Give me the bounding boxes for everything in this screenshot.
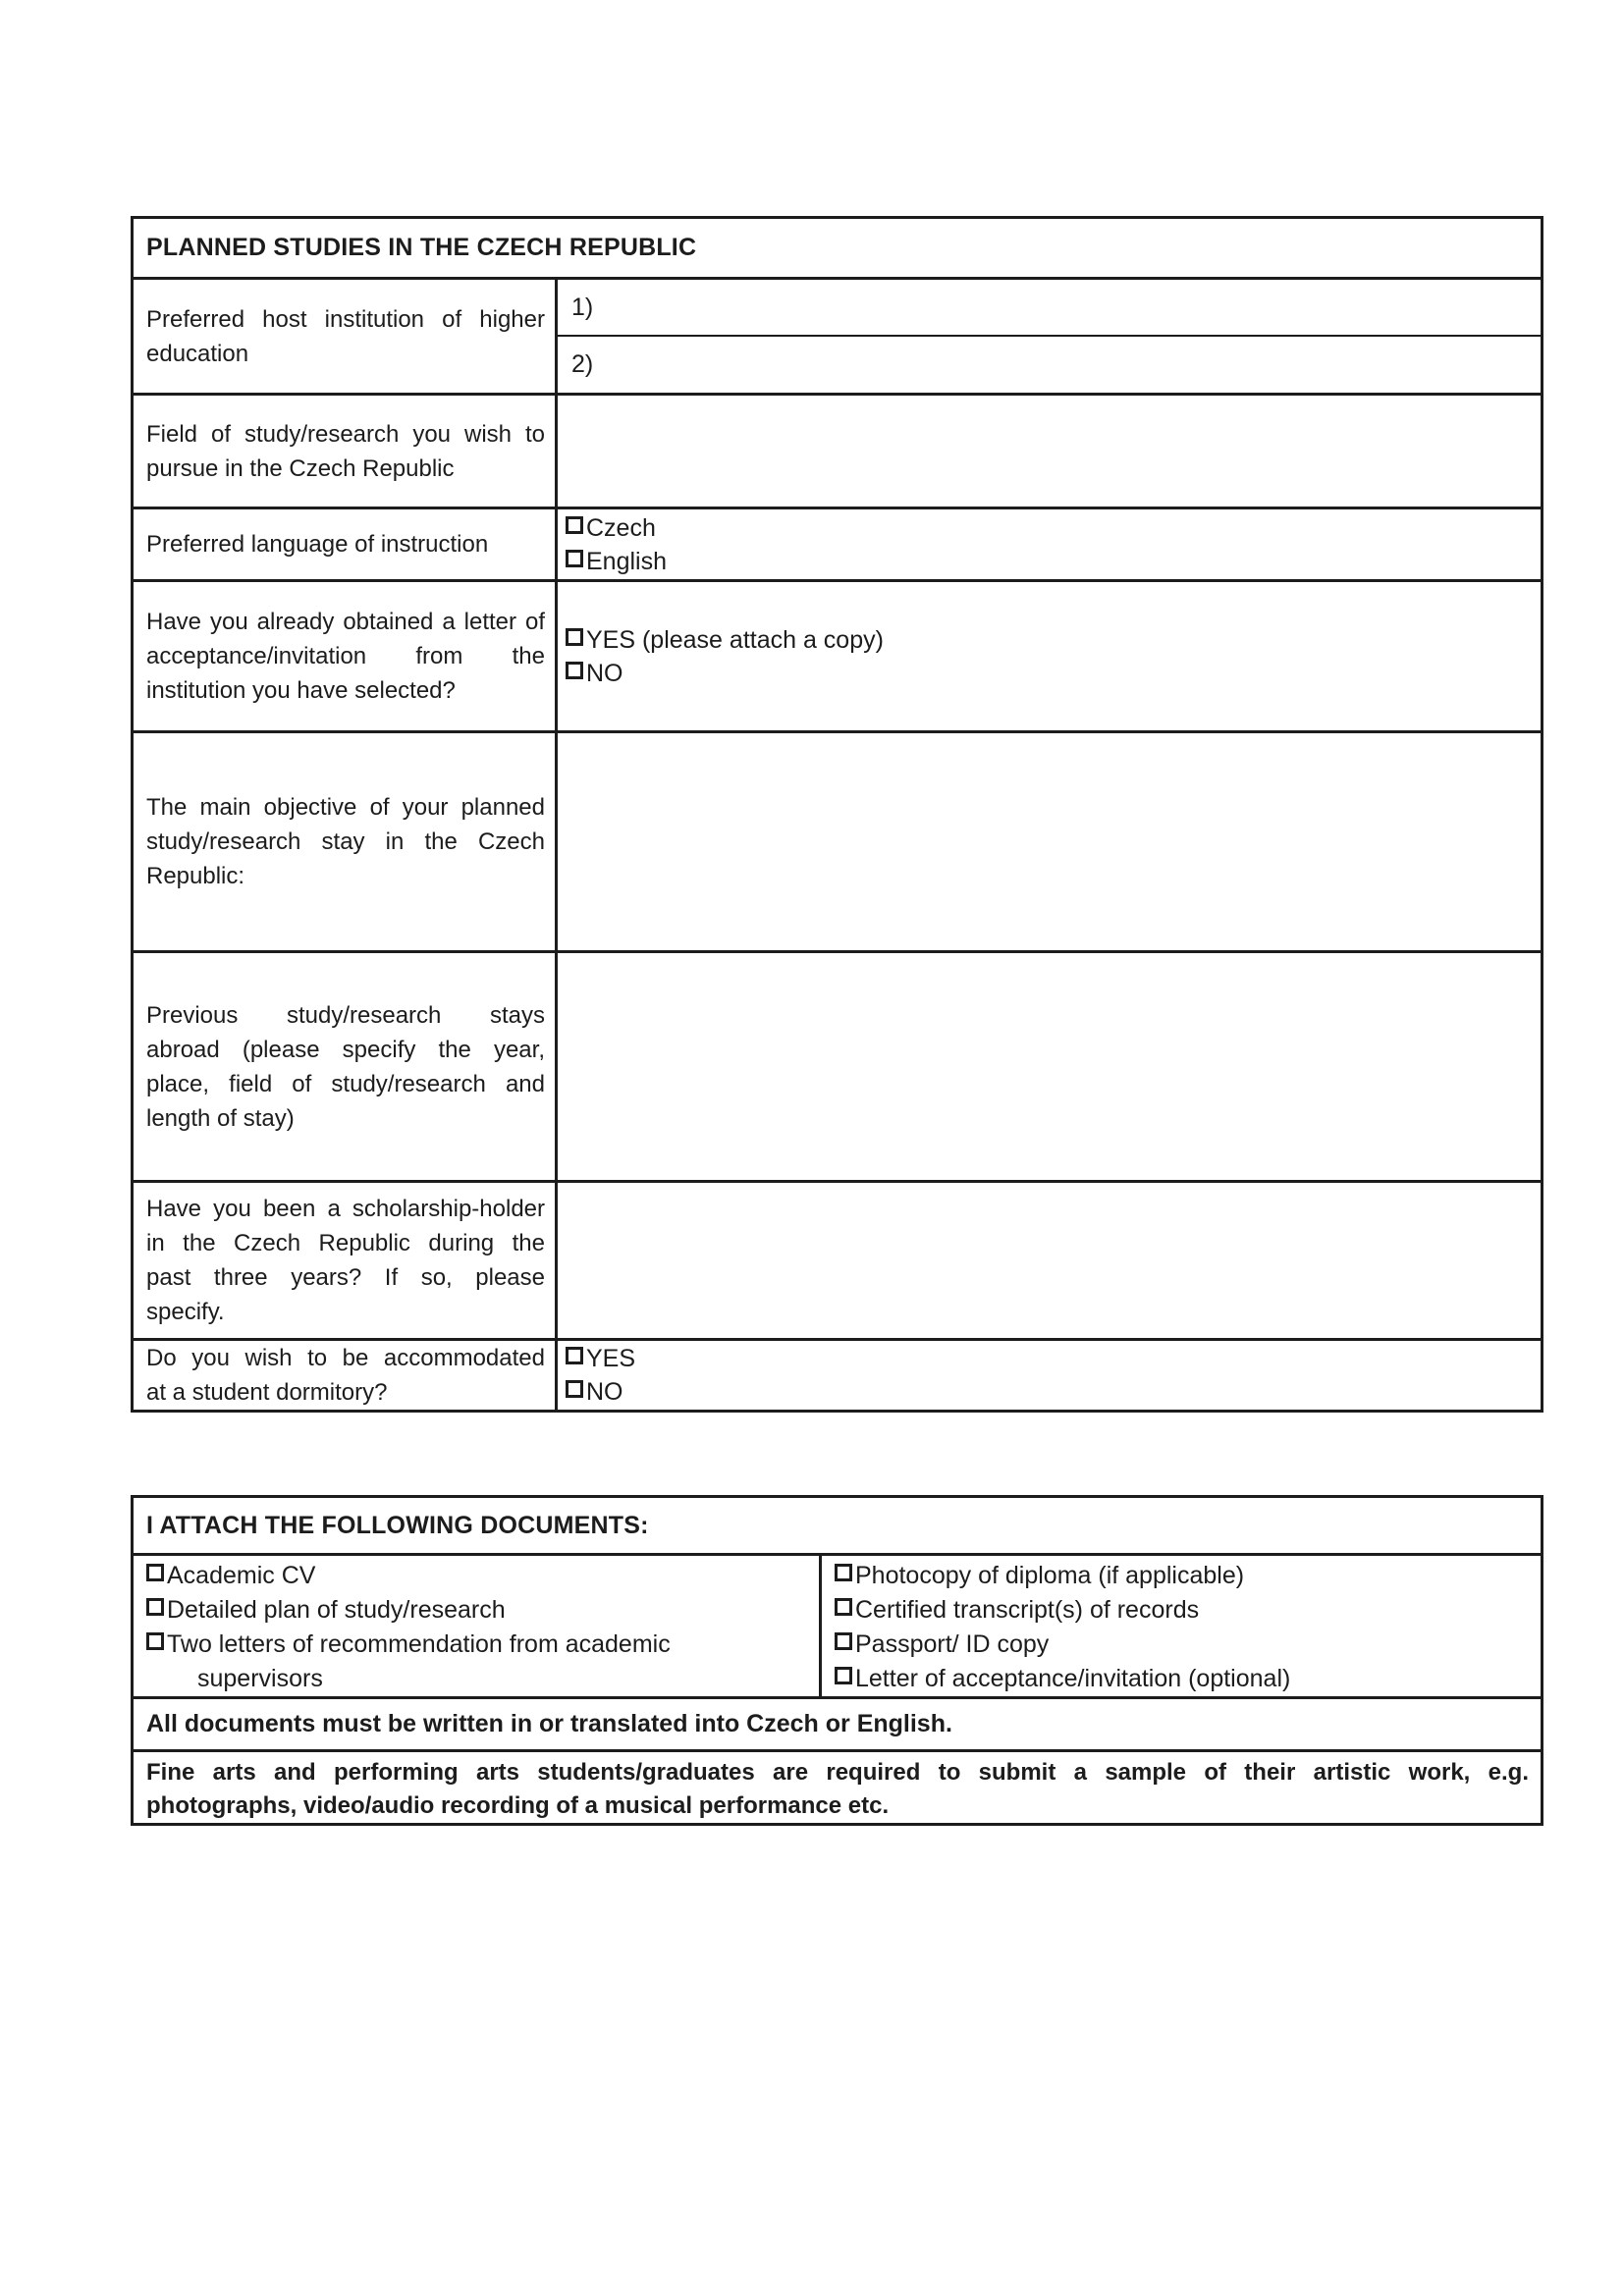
checkbox-label: NO: [586, 1378, 623, 1406]
text-line: institution you have selected?: [146, 677, 456, 704]
row-letter-of-acceptance: [134, 579, 1541, 730]
documents-checklist-row: [134, 1553, 1541, 1696]
main-objective-label: [134, 733, 558, 950]
row-host-institution: [134, 277, 1541, 393]
row-dormitory: [134, 1338, 1541, 1410]
row-previous-stays: [134, 950, 1541, 1180]
text-line: past three years? If so, please: [146, 1264, 545, 1291]
host-institution-choice-1-input-cell[interactable]: [558, 280, 1541, 337]
row-field-of-study: [134, 393, 1541, 507]
text-line: Field of study/research you wish to: [146, 420, 545, 448]
text-line: abroad (please specify the year,: [146, 1036, 545, 1063]
checkbox-option-no[interactable]: [566, 657, 1541, 690]
text-line: Have you already obtained a letter of: [146, 609, 545, 635]
checkbox-option-yes[interactable]: [566, 1342, 1541, 1375]
checkbox-icon[interactable]: [835, 1564, 852, 1581]
choice-2-prefix: 2): [571, 350, 594, 378]
checkbox-label: Photocopy of diploma (if applicable): [855, 1562, 1245, 1589]
row-language-of-instruction: [134, 507, 1541, 579]
checkbox-label: YES (please attach a copy): [586, 625, 884, 654]
text-line: Do you wish to be accommodated: [146, 1345, 545, 1371]
checkbox-icon[interactable]: [146, 1598, 164, 1616]
text-line: specify.: [146, 1299, 225, 1325]
checkbox-option-no[interactable]: [566, 1375, 1541, 1409]
checkbox-option-detailed-plan-of-study-research[interactable]: [146, 1593, 809, 1628]
main-objective-input-cell[interactable]: [558, 733, 1541, 950]
checkbox-icon[interactable]: [835, 1598, 852, 1616]
scholarship-holder-label: [134, 1183, 558, 1338]
checkbox-label-continuation: supervisors: [197, 1665, 323, 1692]
checkbox-icon[interactable]: [566, 628, 583, 646]
text-line: Have you been a scholarship-holder: [146, 1196, 545, 1222]
previous-stays-label: [134, 953, 558, 1180]
checkbox-option-passport-id-copy[interactable]: [835, 1628, 1531, 1662]
checkbox-icon[interactable]: [566, 662, 583, 679]
translation-note-row: [134, 1696, 1541, 1749]
checkbox-option-academic-cv[interactable]: [146, 1559, 809, 1593]
text-line: Republic:: [146, 863, 245, 889]
attached-documents-table: [131, 1495, 1543, 1826]
planned-studies-title: PLANNED STUDIES IN THE CZECH REPUBLIC: [146, 234, 697, 261]
language-options-cell: [558, 509, 1541, 579]
dormitory-label: [134, 1341, 558, 1410]
text-line: study/research stay in the Czech: [146, 828, 545, 855]
dormitory-options-cell: [558, 1341, 1541, 1410]
text-line: The main objective of your planned: [146, 794, 545, 821]
documents-header-row: [134, 1498, 1541, 1553]
checkbox-option-photocopy-of-diploma-if-applicable[interactable]: [835, 1559, 1531, 1593]
checkbox-icon[interactable]: [835, 1667, 852, 1684]
checkbox-label: Detailed plan of study/research: [167, 1596, 506, 1624]
documents-checklist-left-column: [134, 1556, 822, 1696]
checkbox-icon[interactable]: [146, 1632, 164, 1650]
text-line: Fine arts and performing arts students/graduates are required to submit a sample of their artistic work, e.g.: [146, 1759, 1529, 1786]
checkbox-label: Two letters of recommendation from academic: [167, 1630, 671, 1658]
checkbox-icon[interactable]: [566, 516, 583, 534]
text-line: photographs, video/audio recording of a musical performance etc.: [146, 1792, 890, 1819]
text-line: in the Czech Republic during the: [146, 1230, 545, 1256]
checkbox-option-letter-of-acceptance-invitation-optional[interactable]: [835, 1662, 1531, 1696]
checkbox-label: Letter of acceptance/invitation (optional): [855, 1665, 1291, 1692]
choice-1-prefix: 1): [571, 293, 594, 321]
text-line: at a student dormitory?: [146, 1379, 388, 1406]
planned-studies-header-row: [134, 219, 1541, 277]
checkbox-icon[interactable]: [566, 1347, 583, 1364]
scholarship-holder-input-cell[interactable]: [558, 1183, 1541, 1338]
checkbox-option-english[interactable]: [566, 545, 1541, 578]
documents-checklist-right-column: [822, 1556, 1541, 1696]
text-line: length of stay): [146, 1104, 295, 1132]
host-institution-label: [134, 280, 558, 393]
checkbox-label: English: [586, 547, 667, 575]
text-line: acceptance/invitation from the: [146, 643, 545, 669]
host-institution-choice-2-input-cell[interactable]: [558, 337, 1541, 393]
arts-note: [134, 1752, 1541, 1823]
checkbox-icon[interactable]: [146, 1564, 164, 1581]
previous-stays-input-cell[interactable]: [558, 953, 1541, 1180]
checkbox-label: YES: [586, 1345, 636, 1372]
field-of-study-input-cell[interactable]: [558, 396, 1541, 507]
checkbox-label: Czech: [586, 513, 656, 542]
row-scholarship-holder: [134, 1180, 1541, 1338]
checkbox-label: Certified transcript(s) of records: [855, 1596, 1200, 1624]
planned-studies-table: [131, 216, 1543, 1413]
checkbox-label: Academic CV: [167, 1562, 316, 1589]
letter-of-acceptance-options-cell: [558, 582, 1541, 730]
text-line: Preferred host institution of higher: [146, 305, 545, 333]
checkbox-option-czech[interactable]: [566, 511, 1541, 545]
field-of-study-label: [134, 396, 558, 507]
text-line: education: [146, 340, 249, 367]
text-line: Previous study/research stays: [146, 1001, 545, 1029]
translation-note: All documents must be written in or translated into Czech or English.: [146, 1710, 952, 1737]
checkbox-label: Passport/ ID copy: [855, 1630, 1050, 1658]
checkbox-icon[interactable]: [835, 1632, 852, 1650]
language-of-instruction-label: [134, 509, 558, 579]
text-line: place, field of study/research and: [146, 1070, 545, 1097]
checkbox-option-yes-please-attach-a-copy[interactable]: [566, 623, 1541, 657]
row-main-objective: [134, 730, 1541, 950]
arts-note-row: [134, 1749, 1541, 1823]
checkbox-icon[interactable]: [566, 1380, 583, 1398]
text-line: Preferred language of instruction: [146, 531, 489, 558]
checkbox-option-certified-transcript-s-of-records[interactable]: [835, 1593, 1531, 1628]
documents-title: I ATTACH THE FOLLOWING DOCUMENTS:: [146, 1511, 649, 1539]
host-institution-answer-area: [558, 280, 1541, 393]
text-line: pursue in the Czech Republic: [146, 454, 455, 482]
letter-of-acceptance-label: [134, 582, 558, 730]
checkbox-label: NO: [586, 659, 623, 687]
checkbox-option-two-letters-of-recommendation-from-academic[interactable]: [146, 1628, 809, 1662]
checkbox-icon[interactable]: [566, 550, 583, 567]
